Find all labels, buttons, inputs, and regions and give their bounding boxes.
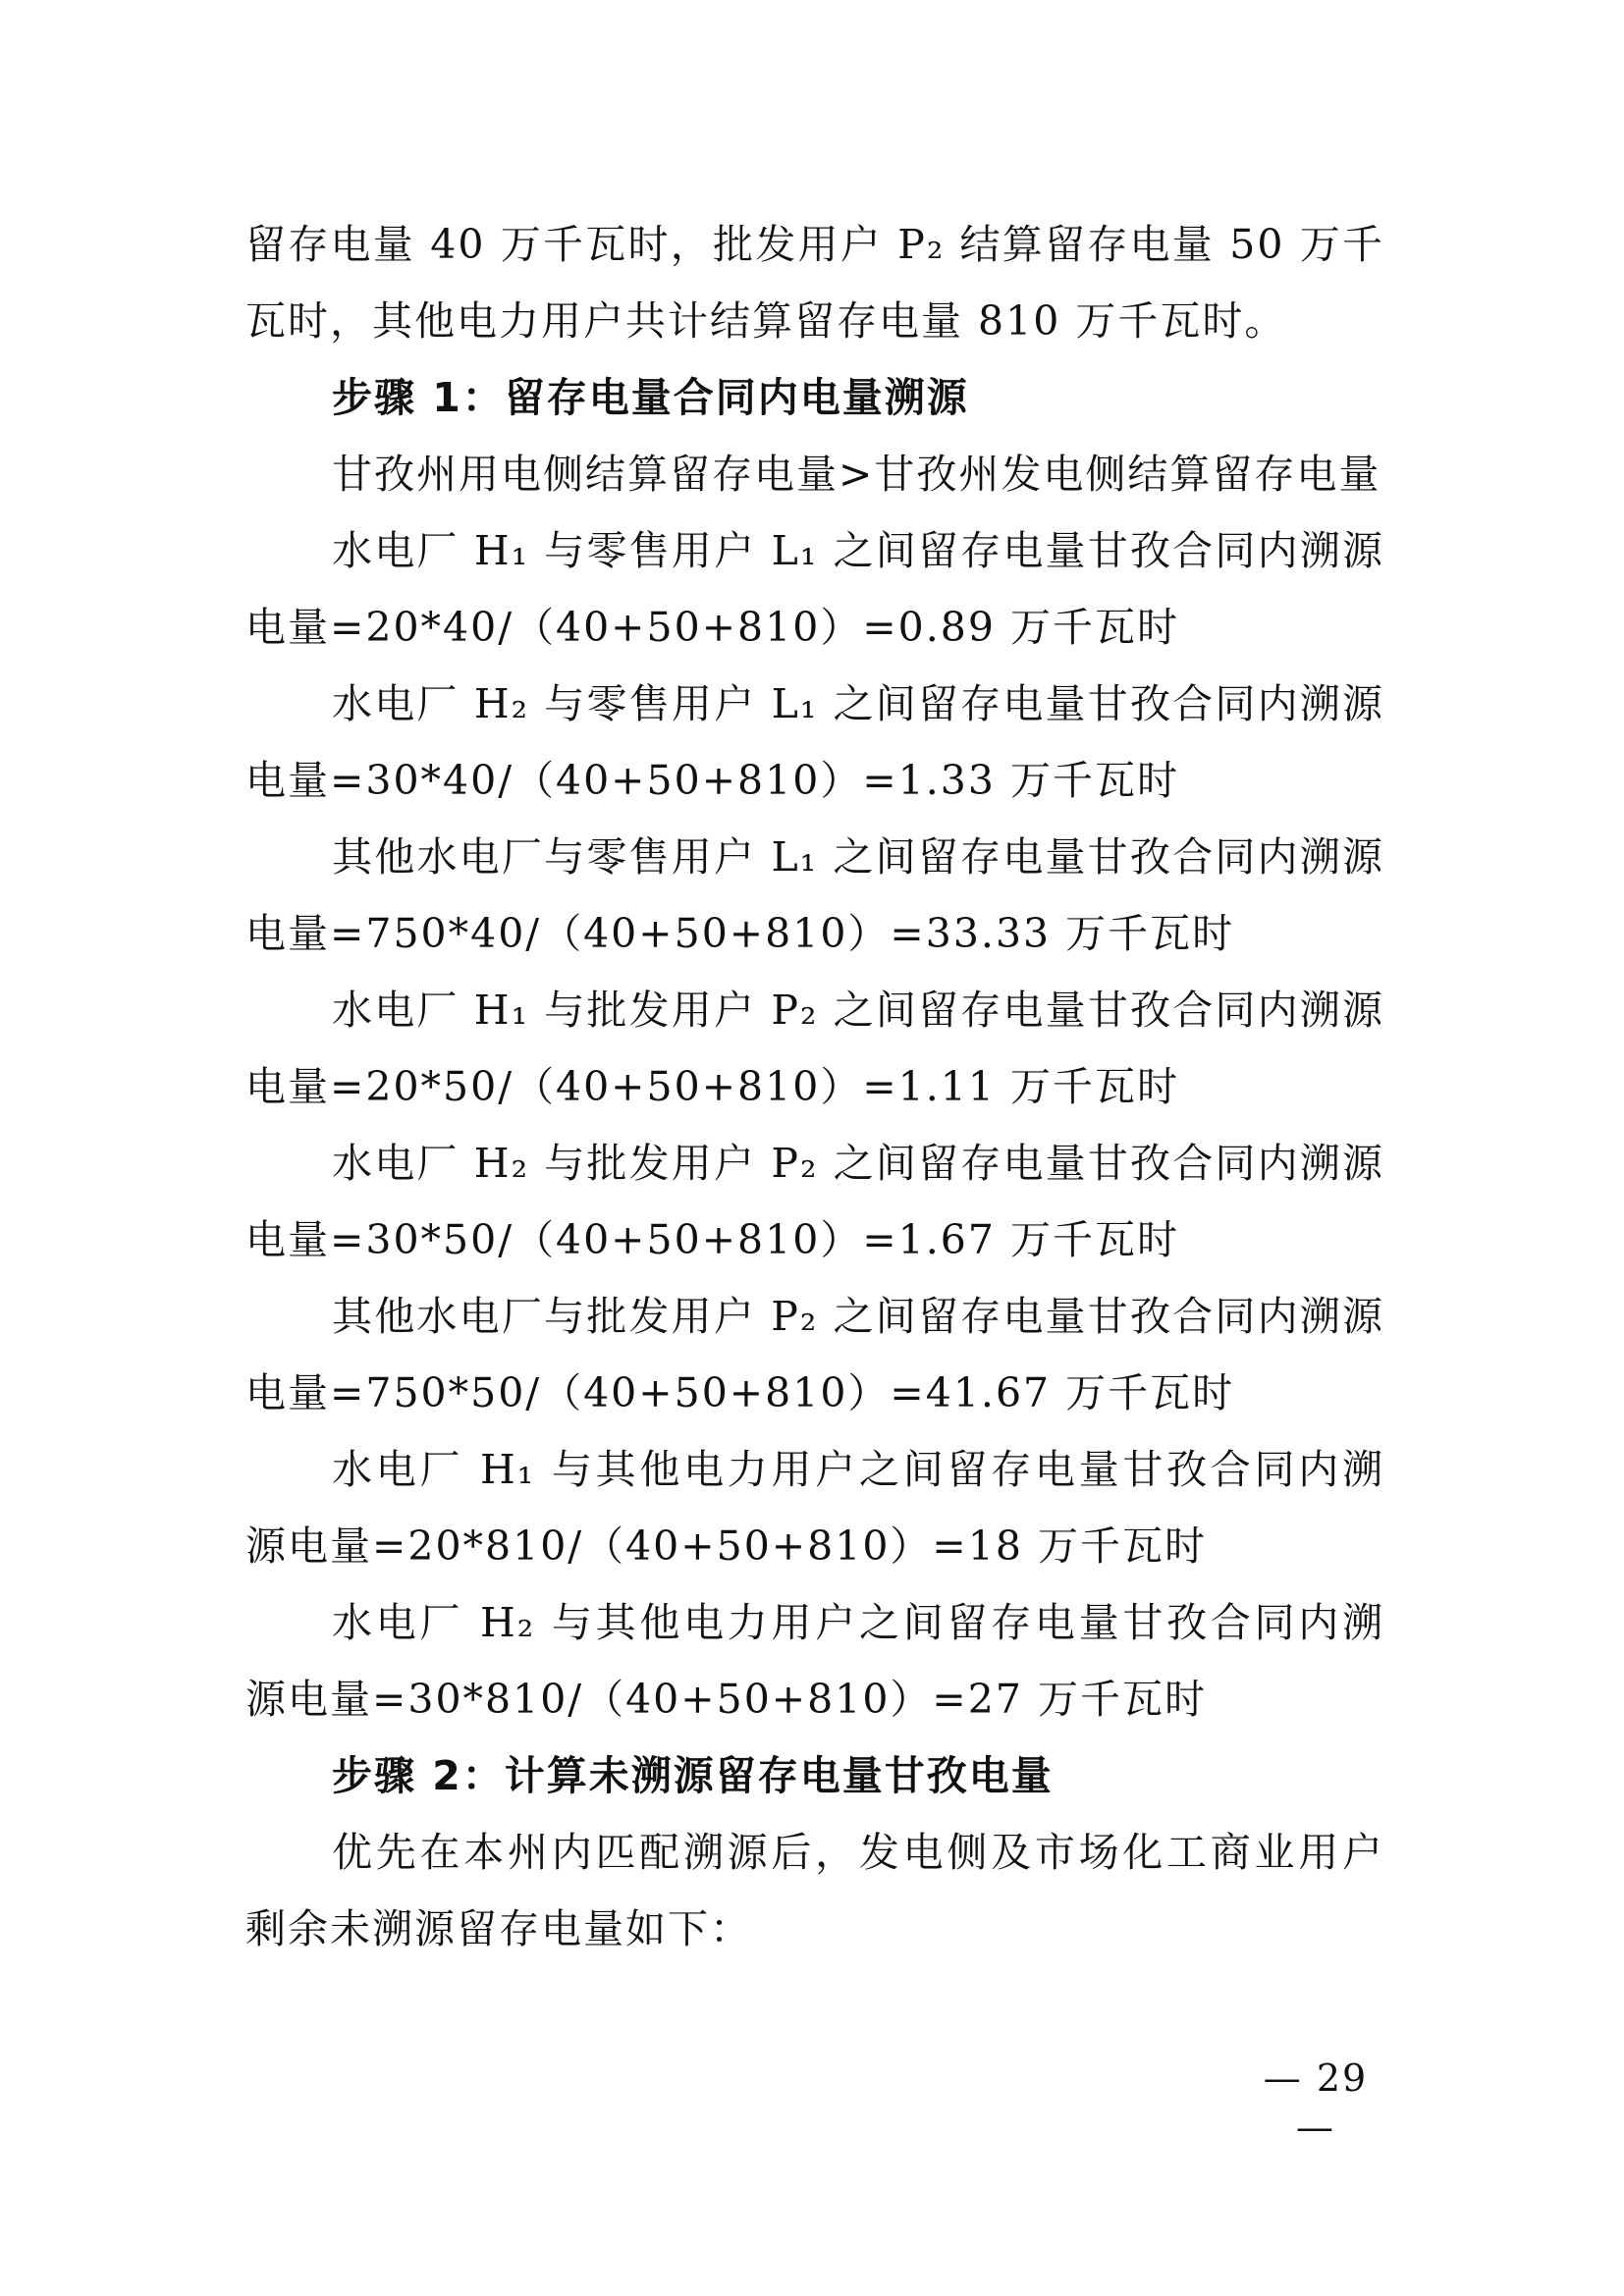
- page-number: — 29 —: [1263, 2056, 1369, 2149]
- paragraph-comparison: 甘孜州用电侧结算留存电量>甘孜州发电侧结算留存电量: [332, 451, 1381, 498]
- paragraph-h1-l1: 水电厂 H₁ 与零售用户 L₁ 之间留存电量甘孜合同内溯源电量=20*40/（40+50+810）=0.89 万千瓦时: [245, 527, 1384, 651]
- paragraph-h1-other-users: 水电厂 H₁ 与其他电力用户之间留存电量甘孜合同内溯源电量=20*810/（40+50+810）=18 万千瓦时: [245, 1446, 1384, 1570]
- step-1-heading: 步骤 1：留存电量合同内电量溯源: [332, 374, 969, 421]
- step-2-heading: 步骤 2：计算未溯源留存电量甘孜电量: [332, 1752, 1054, 1799]
- paragraph-h2-l1: 水电厂 H₂ 与零售用户 L₁ 之间留存电量甘孜合同内溯源电量=30*40/（40+50+810）=1.33 万千瓦时: [245, 680, 1384, 804]
- paragraph-h2-p2: 水电厂 H₂ 与批发用户 P₂ 之间留存电量甘孜合同内溯源电量=30*50/（40+50+810）=1.67 万千瓦时: [245, 1140, 1384, 1263]
- paragraph-other-p2: 其他水电厂与批发用户 P₂ 之间留存电量甘孜合同内溯源电量=750*50/（40+50+810）=41.67 万千瓦时: [245, 1293, 1384, 1416]
- paragraph-h2-other-users: 水电厂 H₂ 与其他电力用户之间留存电量甘孜合同内溯源电量=30*810/（40+50+810）=27 万千瓦时: [245, 1599, 1384, 1723]
- paragraph-remaining: 优先在本州内匹配溯源后，发电侧及市场化工商业用户剩余未溯源留存电量如下：: [245, 1829, 1384, 1952]
- paragraph-other-l1: 其他水电厂与零售用户 L₁ 之间留存电量甘孜合同内溯源电量=750*40/（40+50+810）=33.33 万千瓦时: [245, 833, 1384, 957]
- paragraph-continuation: 留存电量 40 万千瓦时，批发用户 P₂ 结算留存电量 50 万千瓦时，其他电力用户共计结算留存电量 810 万千瓦时。: [245, 221, 1384, 345]
- document-body: [245, 206, 1384, 1967]
- paragraph-h1-p2: 水电厂 H₁ 与批发用户 P₂ 之间留存电量甘孜合同内溯源电量=20*50/（40+50+810）=1.11 万千瓦时: [245, 987, 1384, 1110]
